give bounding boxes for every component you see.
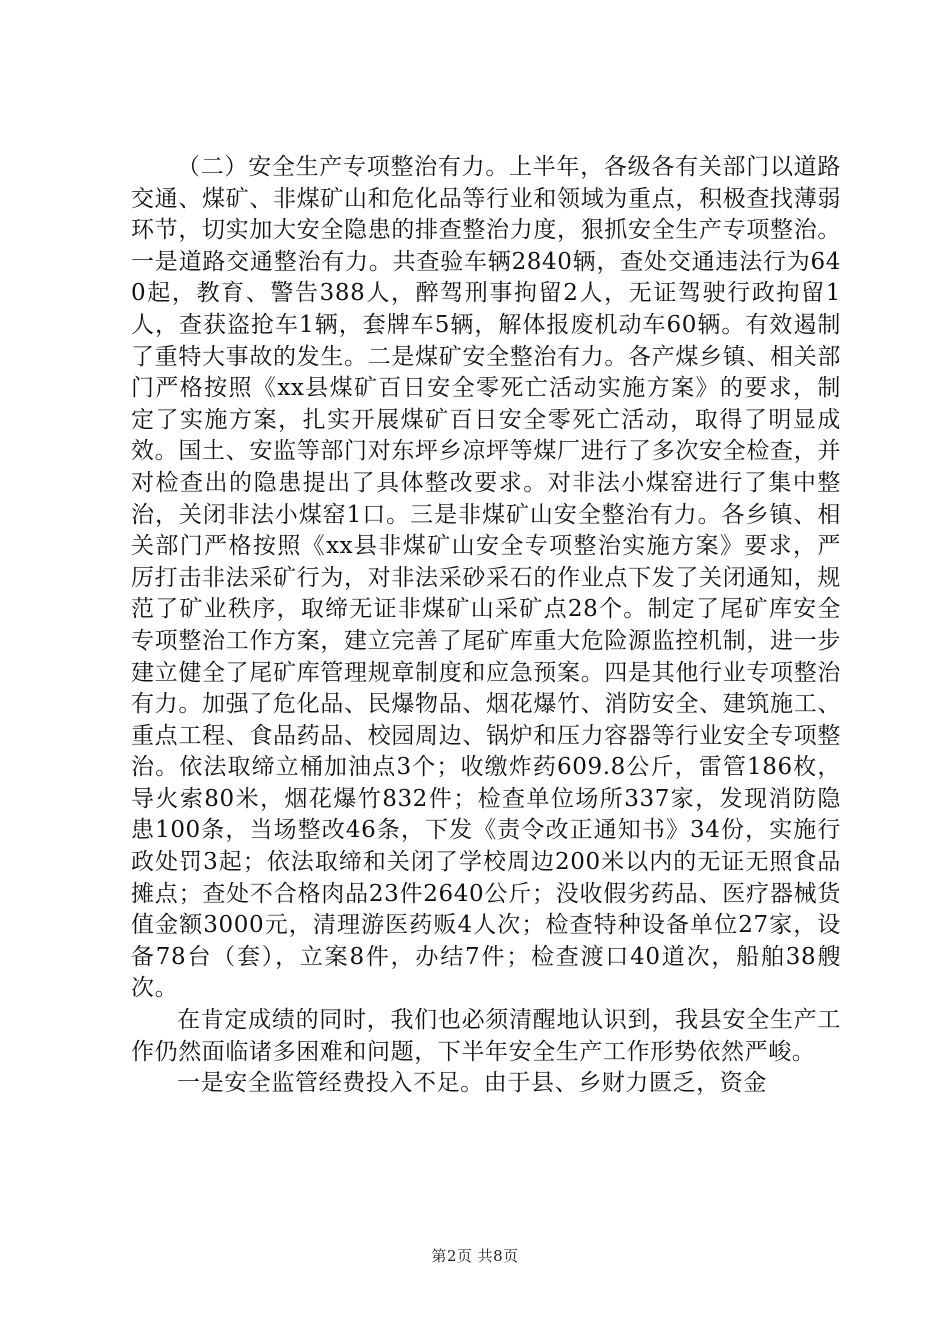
- paragraph-special-rectification: （二）安全生产专项整治有力。上半年，各级各有关部门以道路交通、煤矿、非煤矿山和危化品等行业和领域为重点，积极查找薄弱环节，切实加大安全隐患的排查整治力度，狠抓安全生产专项整治。一是道路交通整治有力。共查验车辆2840辆，查处交通违法行为640起，教育、警告388人，醉驾刑事拘留2人，无证驾驶行政拘留1人，查获盗抢车1辆，套牌车5辆，解体报废机动车60辆。有效遏制了重特大事故的发生。二是煤矿安全整治有力。各产煤乡镇、相关部门严格按照《xx县煤矿百日安全零死亡活动实施方案》的要求，制定了实施方案，扎实开展煤矿百日安全零死亡活动，取得了明显成效。国土、安监等部门对东坪乡凉坪等煤厂进行了多次安全检查，并对检查出的隐患提出了具体整改要求。对非法小煤窑进行了集中整治，关闭非法小煤窑1口。三是非煤矿山安全整治有力。各乡镇、相关部门严格按照《xx县非煤矿山安全专项整治实施方案》要求，严厉打击非法采矿行为，对非法采砂采石的作业点下发了关闭通知，规范了矿业秩序，取缔无证非煤矿山采矿点28个。制定了尾矿库安全专项整治工作方案，建立完善了尾矿库重大危险源监控机制，进一步建立健全了尾矿库管理规章制度和应急预案。四是其他行业专项整治有力。加强了危化品、民爆物品、烟花爆竹、消防安全、建筑施工、重点工程、食品药品、校园周边、锅炉和压力容器等行业安全专项整治。依法取缔立桶加油点3个；收缴炸药609.8公斤，雷管186枚，导火索80米，烟花爆竹832件；检查单位场所337家，发现消防隐患100条，当场整改46条，下发《责令改正通知书》34份，实施行政处罚3起；依法取缔和关闭了学校周边200米以内的无证无照食品摊点；查处不合格肉品23件2640公斤；没收假劣药品、医疗器械货值金额3000元，清理游医药贩4人次；检查特种设备单位27家，设备78台（套），立案8件，办结7件；检查渡口40道次，船舶38艘次。: [131, 154, 841, 1002]
- document-body: [131, 152, 841, 1100]
- paragraph-funding-shortage: 一是安全监管经费投入不足。由于县、乡财力匮乏，资金: [177, 1070, 767, 1097]
- paragraph-problems-intro: 在肯定成绩的同时，我们也必须清醒地认识到，我县安全生产工作仍然面临诸多困难和问题，下半年安全生产工作形势依然严峻。: [131, 1007, 841, 1065]
- page-number-footer: 第2页 共8页: [431, 1247, 519, 1265]
